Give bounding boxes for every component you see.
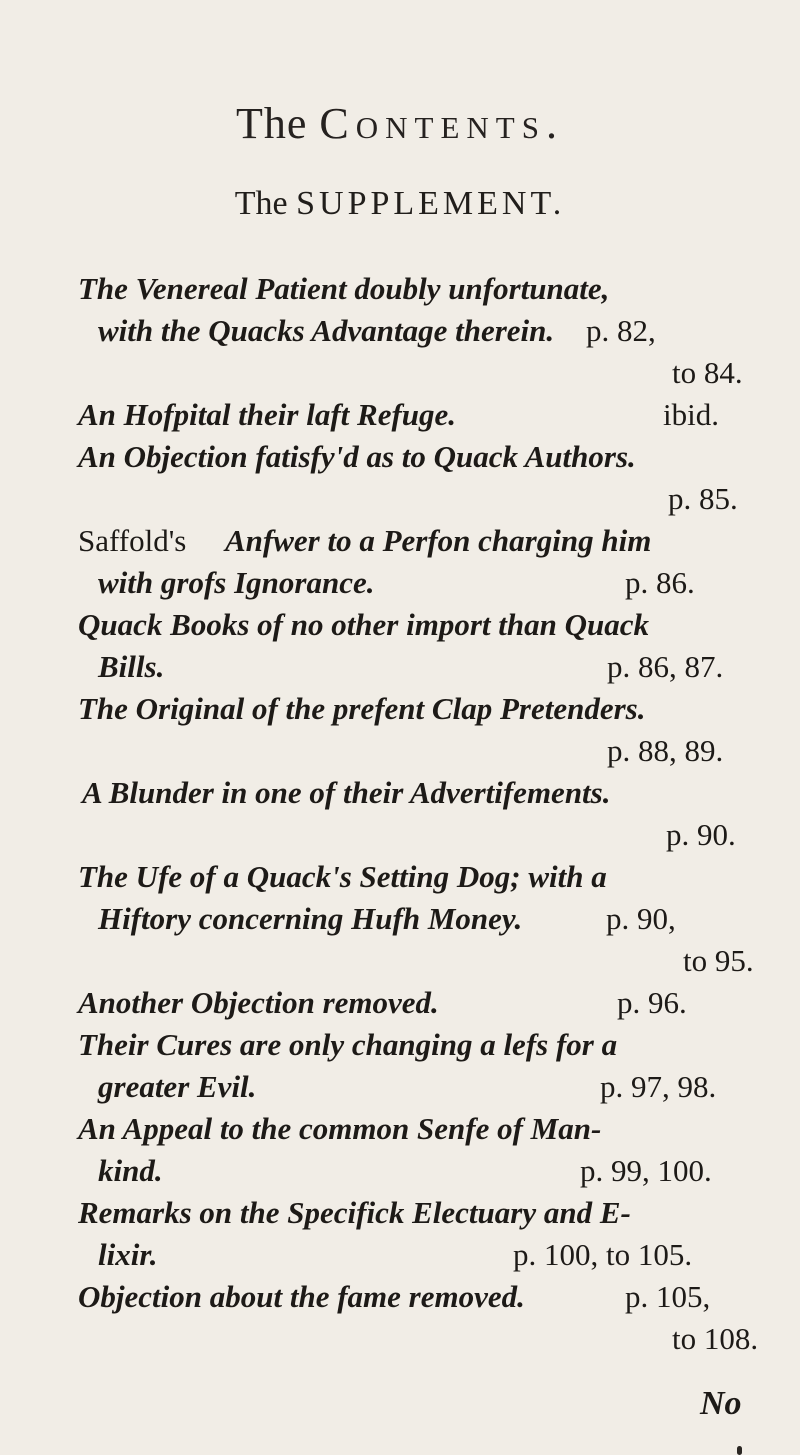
section-title (0, 185, 800, 223)
entry-1-page-cont: to 84. (672, 355, 743, 390)
entry-12-page: p. 100, to 105. (513, 1237, 693, 1272)
catchword: No (700, 1385, 742, 1422)
entry-12-line-2: lixir. (98, 1237, 158, 1272)
entry-7-line-1: A Blunder in one of their Advertifements. (82, 775, 611, 810)
entry-1-line-1: The Venereal Patient doubly unfortunate, (78, 271, 610, 306)
entry-11-line-1: An Appeal to the common Senfe of Man- (78, 1111, 602, 1146)
entry-8-page: p. 90, (606, 901, 676, 936)
header-word-contents: Contents. (319, 99, 564, 148)
entry-10-line-1: Their Cures are only changing a lefs for a (78, 1027, 618, 1062)
section-word-the: The (234, 185, 288, 222)
section-word-supplement: SUPPLEMENT. (296, 185, 566, 222)
running-header (0, 98, 800, 149)
entry-1-line-2: with the Quacks Advantage therein. (98, 313, 555, 348)
entry-8-line-2: Hiftory concerning Hufh Money. (98, 901, 523, 936)
entry-6-line-1: The Original of the prefent Clap Pretenders. (78, 691, 646, 726)
entry-2-page: ibid. (663, 397, 719, 432)
entry-5-line-2: Bills. (98, 649, 165, 684)
entry-5-page: p. 86, 87. (607, 649, 724, 684)
entry-3-page: p. 85. (668, 481, 738, 516)
entry-2-line-1: An Hofpital their laft Refuge. (78, 397, 457, 432)
entry-10-line-2: greater Evil. (98, 1069, 257, 1104)
entry-13-page: p. 105, (625, 1279, 711, 1314)
entry-9-line-1: Another Objection removed. (78, 985, 439, 1020)
entry-8-line-1: The Ufe of a Quack's Setting Dog; with a (78, 859, 607, 894)
entry-9-page: p. 96. (617, 985, 687, 1020)
entry-1-page: p. 82, (586, 313, 656, 348)
entry-8-page-cont: to 95. (683, 943, 754, 978)
ink-blot (737, 1446, 742, 1455)
entry-11-line-2: kind. (98, 1153, 163, 1188)
entry-4-line-1: Saffold's Anfwer to a Perfon charging him (0, 520, 800, 562)
entry-5-line-1: Quack Books of no other import than Quack (78, 607, 650, 642)
entry-4-line-2: with grofs Ignorance. (98, 565, 375, 600)
entry-13-line-1: Objection about the fame removed. (78, 1279, 525, 1314)
entry-12-line-1: Remarks on the Specifick Electuary and E- (78, 1195, 631, 1230)
entry-3-line-1: An Objection fatisfy'd as to Quack Authors. (78, 439, 636, 474)
entry-4-page: p. 86. (625, 565, 695, 600)
header-word-the: The (236, 99, 308, 148)
entry-11-page: p. 99, 100. (580, 1153, 712, 1188)
entry-13-page-cont: to 108. (672, 1321, 759, 1356)
entry-6-page: p. 88, 89. (607, 733, 724, 768)
entry-4-name: Saffold's (78, 523, 187, 558)
entry-7-page: p. 90. (666, 817, 736, 852)
entry-10-page: p. 97, 98. (600, 1069, 717, 1104)
